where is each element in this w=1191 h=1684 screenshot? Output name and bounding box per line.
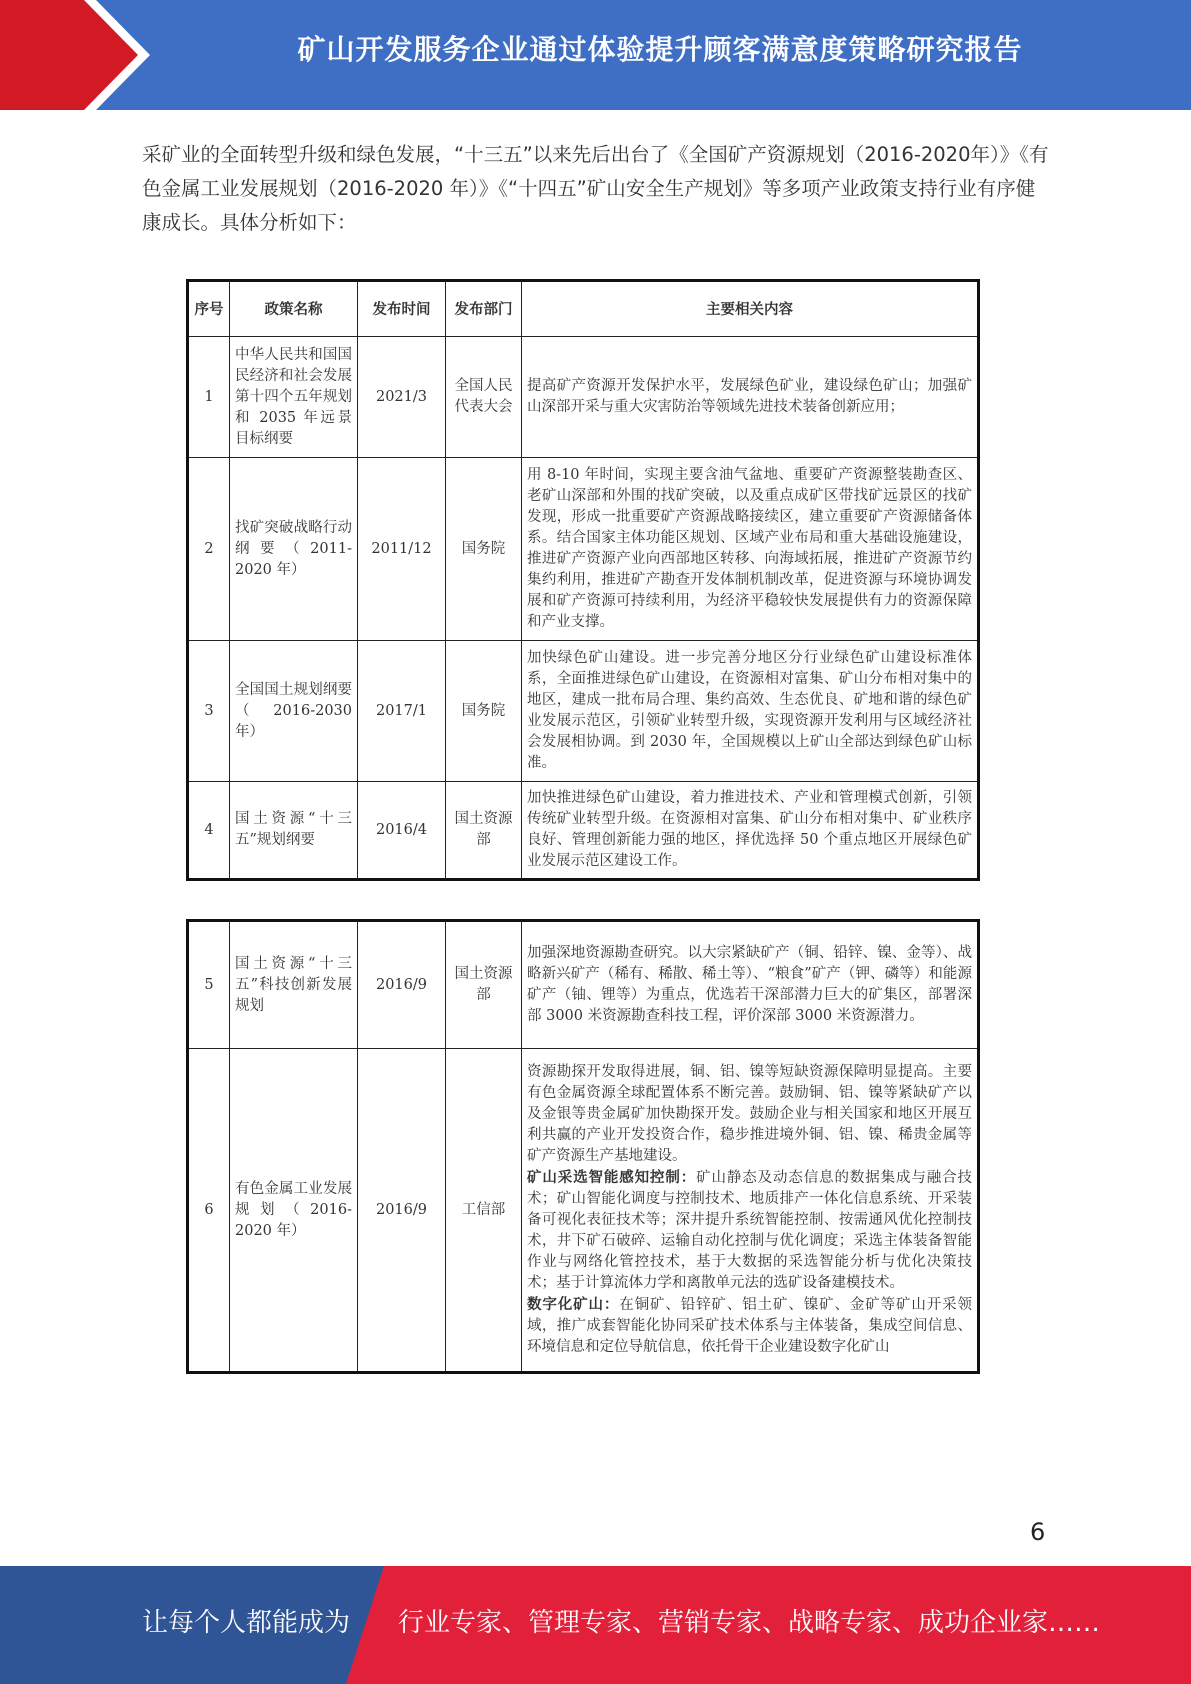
table-row xyxy=(188,458,979,641)
row-name: 国土资源“十三五”科技创新发展规划 xyxy=(230,921,358,1049)
footer-slogan-right: 行业专家、管理专家、营销专家、战略专家、成功企业家…… xyxy=(398,1608,1101,1638)
row-no: 1 xyxy=(188,337,230,458)
intro-paragraph: 采矿业的全面转型升级和绿色发展，“十三五”以来先后出台了《全国矿产资源规划（2016-2020年）》《有色金属工业发展规划（2016-2020 年）》《“十四五”矿山安全生产规划》等多项产业政策支持行业有序健康成长。具体分析如下： xyxy=(142,143,1049,234)
table-header-row xyxy=(188,281,979,337)
policy-table-continued xyxy=(186,919,980,1374)
table-row xyxy=(188,1049,979,1373)
table-row xyxy=(188,782,979,880)
row-content: 提高矿产资源开发保护水平，发展绿色矿业，建设绿色矿山；加强矿山深部开采与重大灾害防治等领域先进技术装备创新应用； xyxy=(522,337,979,458)
table-row xyxy=(188,641,979,782)
content-paragraph: 矿山静态及动态信息的数据集成与融合技术；矿山智能化调度与控制技术、地质排产一体化信息系统、开采装备可视化表征技术等；深井提升系统智能控制、按需通风优化控制技术，井下矿石破碎、运输自动化控制与优化调度；采选主体装备智能作业与网络化管控技术，基于大数据的采选智能分析与优化决策技术；基于计算流体力学和离散单元法的选矿设备建模技术。 xyxy=(527,1170,972,1291)
row-content: 加快绿色矿山建设。进一步完善分地区分行业绿色矿山建设标准体系，全面推进绿色矿山建设，在资源相对富集、矿山分布相对集中的地区，建成一批布局合理、集约高效、生态优良、矿地和谐的绿色矿业发展示范区，引领矿业转型升级，实现资源开发利用与区域经济社会发展相协调。到 2030 年，全国规模以上矿山全部达到绿色矿山标准。 xyxy=(522,641,979,782)
header-title: 矿山开发服务企业通过体验提升顾客满意度策略研究报告 xyxy=(297,33,1023,66)
row-no: 5 xyxy=(188,921,230,1049)
policy-table xyxy=(186,279,980,881)
row-no: 6 xyxy=(188,1049,230,1373)
row-date: 2017/1 xyxy=(358,641,446,782)
row-no: 3 xyxy=(188,641,230,782)
row-no: 4 xyxy=(188,782,230,880)
row-dept: 国土资源部 xyxy=(446,921,522,1049)
row-content: 加强深地资源勘查研究。以大宗紧缺矿产（铜、铅锌、镍、金等）、战略新兴矿产（稀有、稀散、稀土等）、“粮食”矿产（钾、磷等）和能源矿产（铀、锂等）为重点，优选若干深部潜力巨大的矿集区，部署深部 3000 米资源勘查科技工程，评价深部 3000 米资源潜力。 xyxy=(522,921,979,1049)
row-name: 中华人民共和国国民经济和社会发展第十四个五年规划和 2035 年远景目标纲要 xyxy=(230,337,358,458)
row-dept: 国务院 xyxy=(446,641,522,782)
header-date: 发布时间 xyxy=(358,281,446,337)
content-paragraph: 资源勘探开发取得进展，铜、铝、镍等短缺资源保障明显提高。主要有色金属资源全球配置体系不断完善。鼓励铜、铝、镍等紧缺矿产以及金银等贵金属矿加快勘探开发。鼓励企业与相关国家和地区开展互利共赢的产业开发投资合作，稳步推进境外铜、铝、镍、稀贵金属等矿产资源生产基地建设。 xyxy=(527,1064,972,1164)
row-name: 找矿突破战略行动纲要（2011-2020 年） xyxy=(230,458,358,641)
row-content: 加快推进绿色矿山建设，着力推进技术、产业和管理模式创新，引领传统矿业转型升级。在资源相对富集、矿山分布相对集中、矿业秩序良好、管理创新能力强的地区，择优选择 50 个重点地区开展绿色矿业发展示范区建设工作。 xyxy=(522,782,979,880)
content-paragraph: 在铜矿、铅锌矿、铝土矿、镍矿、金矿等矿山开采领域，推广成套智能化协同采矿技术体系与主体装备，集成空间信息、环境信息和定位导航信息，依托骨干企业建设数字化矿山 xyxy=(527,1297,972,1355)
row-content: 用 8-10 年时间，实现主要含油气盆地、重要矿产资源整装勘查区、老矿山深部和外围的找矿突破，以及重点成矿区带找矿远景区的找矿发现，形成一批重要矿产资源战略接续区，建立重要矿产资源储备体系。结合国家主体功能区规划、区域产业布局和重大基础设施建设，推进矿产资源产业向西部地区转移、向海域拓展，推进矿产资源节约集约利用，推进矿产勘查开发体制机制改革，促进资源与环境协调发展和矿产资源可持续利用，为经济平稳较快发展提供有力的资源保障和产业支撑。 xyxy=(522,458,979,641)
table-row xyxy=(188,337,979,458)
footer-slogan-left: 让每个人都能成为 xyxy=(142,1608,351,1638)
header-no: 序号 xyxy=(188,281,230,337)
page-number: 6 xyxy=(1030,1518,1046,1546)
table-row xyxy=(188,921,979,1049)
header-chevron-shape xyxy=(0,0,160,110)
row-date: 2016/4 xyxy=(358,782,446,880)
row-dept: 全国人民代表大会 xyxy=(446,337,522,458)
row-name: 全国国土规划纲要（2016-2030 年） xyxy=(230,641,358,782)
header-dept: 发布部门 xyxy=(446,281,522,337)
content-subtitle: 数字化矿山： xyxy=(527,1296,620,1313)
header-name: 政策名称 xyxy=(230,281,358,337)
row-date: 2011/12 xyxy=(358,458,446,641)
row-date: 2016/9 xyxy=(358,1049,446,1373)
row-dept: 国务院 xyxy=(446,458,522,641)
content-subtitle: 矿山采选智能感知控制： xyxy=(527,1169,697,1186)
row-name: 国土资源“十三五”规划纲要 xyxy=(230,782,358,880)
page-footer xyxy=(0,1566,1191,1684)
header-content: 主要相关内容 xyxy=(522,281,979,337)
row-dept: 国土资源部 xyxy=(446,782,522,880)
row-no: 2 xyxy=(188,458,230,641)
page-header xyxy=(0,0,1191,110)
row-content-multi xyxy=(522,1049,979,1373)
row-date: 2016/9 xyxy=(358,921,446,1049)
row-date: 2021/3 xyxy=(358,337,446,458)
row-name: 有色金属工业发展规划（2016-2020 年） xyxy=(230,1049,358,1373)
row-dept: 工信部 xyxy=(446,1049,522,1373)
